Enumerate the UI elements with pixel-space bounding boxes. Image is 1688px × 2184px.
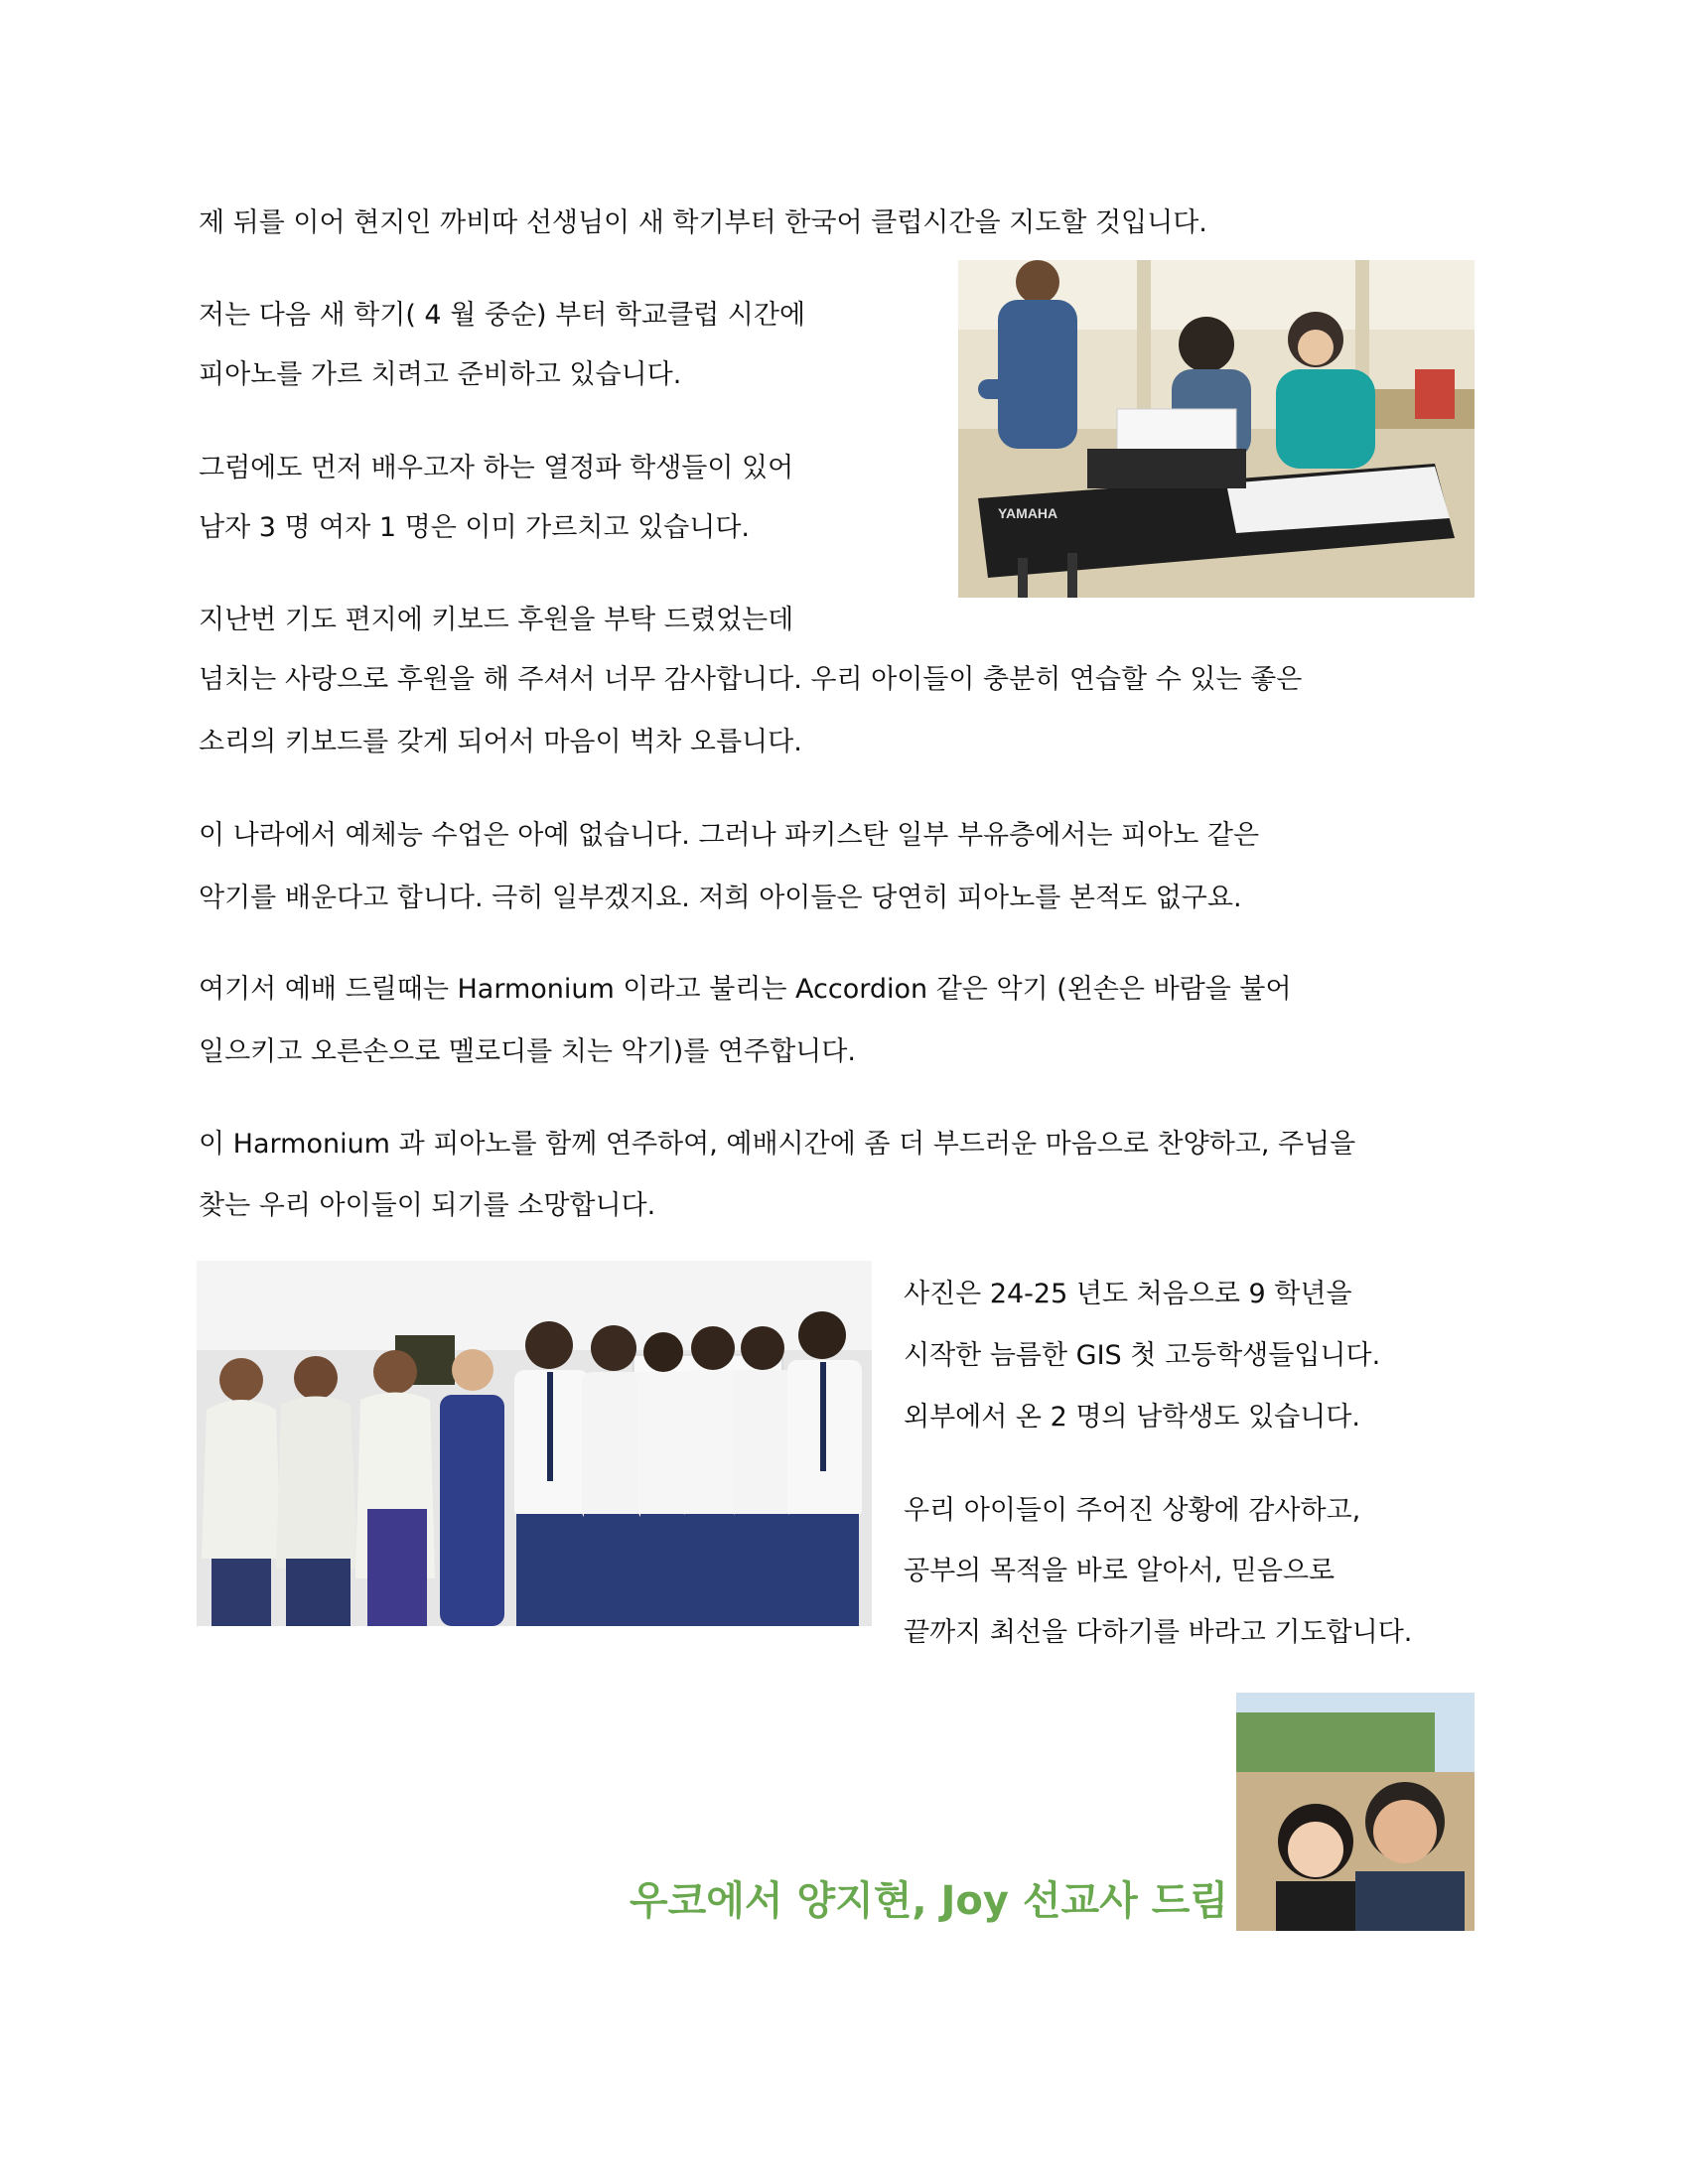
p3-line-3: 소리의 키보드를 갖게 되어서 마음이 벅차 오릅니다.: [199, 727, 802, 757]
students-illustration: [197, 1261, 872, 1626]
p6-line-1: 이 Harmonium 과 피아노를 함께 연주하여, 예배시간에 좀 더 부드러운 마음으로 찬양하고, 주님을: [199, 1129, 1356, 1160]
selfie-illustration: [1236, 1693, 1475, 1931]
p2-line-1: 그럼에도 먼저 배우고자 하는 열정파 학생들이 있어: [199, 453, 794, 483]
signature: 우코에서 양지현, Joy 선교사 드림: [629, 1878, 1228, 1924]
piano-lesson-illustration: [958, 260, 1475, 598]
yamaha-logo: YAMAHA: [998, 505, 1058, 521]
intro-line: 제 뒤를 이어 현지인 까비따 선생님이 새 학기부터 한국어 클럽시간을 지도할 것입니다.: [199, 207, 1207, 238]
caption1-line-2: 시작한 늠름한 GIS 첫 고등학생들입니다.: [904, 1340, 1381, 1371]
p1-line-1: 저는 다음 새 학기( 4 월 중순) 부터 학교클럽 시간에: [199, 300, 806, 331]
p4-line-2: 악기를 배운다고 합니다. 극히 일부겠지요. 저희 아이들은 당연히 피아노를 본적도 없구요.: [199, 883, 1242, 913]
caption1-line-3: 외부에서 온 2 명의 남학생도 있습니다.: [904, 1402, 1360, 1433]
missionary-selfie-photo: [1236, 1693, 1475, 1931]
caption1-line-1: 사진은 24-25 년도 처음으로 9 학년을: [904, 1279, 1352, 1309]
p3-line-2: 넘치는 사랑으로 후원을 해 주셔서 너무 감사합니다. 우리 아이들이 충분히 연습할 수 있는 좋은: [199, 664, 1303, 695]
p5-line-2: 일으키고 오른손으로 멜로디를 치는 악기)를 연주합니다.: [199, 1036, 856, 1067]
caption2-line-3: 끝까지 최선을 다하기를 바라고 기도합니다.: [904, 1617, 1413, 1648]
p3-line-1: 지난번 기도 편지에 키보드 후원을 부탁 드렸었는데: [199, 605, 794, 635]
p2-line-2: 남자 3 명 여자 1 명은 이미 가르치고 있습니다.: [199, 512, 750, 543]
students-photo: [197, 1261, 872, 1626]
piano-lesson-photo: [958, 260, 1475, 598]
p5-line-1: 여기서 예배 드릴때는 Harmonium 이라고 불리는 Accordion 같은 악기 (왼손은 바람을 불어: [199, 974, 1292, 1005]
p4-line-1: 이 나라에서 예체능 수업은 아예 없습니다. 그러나 파키스탄 일부 부유층에서는 피아노 같은: [199, 820, 1260, 851]
caption2-line-1: 우리 아이들이 주어진 상황에 감사하고,: [904, 1495, 1361, 1526]
p6-line-2: 찾는 우리 아이들이 되기를 소망합니다.: [199, 1190, 656, 1221]
caption2-line-2: 공부의 목적을 바로 알아서, 믿음으로: [904, 1556, 1336, 1586]
p1-line-2: 피아노를 가르 치려고 준비하고 있습니다.: [199, 359, 682, 390]
